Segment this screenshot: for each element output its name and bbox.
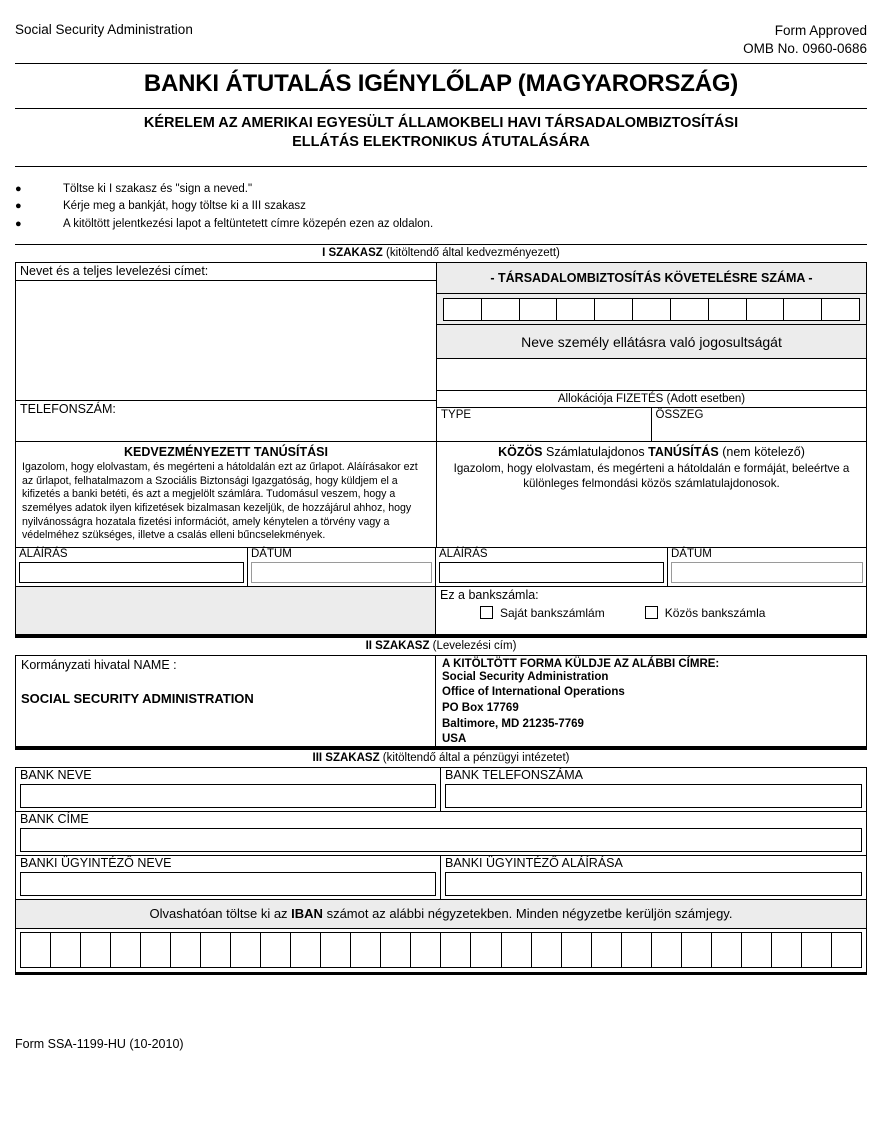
joint-cert-heading-n2: (nem kötelező) [718, 445, 805, 460]
iban-cell[interactable] [562, 933, 592, 967]
mailing-line: Social Security Administration [442, 670, 609, 683]
bank-officer-name-label: BANKI ÜGYINTÉZŐ NEVE [20, 855, 172, 870]
iban-cell[interactable] [682, 933, 712, 967]
beneficiary-date-cell [248, 548, 436, 586]
ssn-input-row [437, 294, 866, 325]
account-type-spacer [16, 587, 436, 634]
joint-cert-heading-b1: KÖZÖS [498, 445, 543, 460]
list-item [15, 198, 867, 216]
iban-cell[interactable] [592, 933, 622, 967]
bank-officer-name-cell [16, 856, 441, 899]
ssn-cell[interactable] [557, 299, 595, 320]
section-2-banner [15, 637, 867, 656]
beneficiary-signature-input[interactable] [19, 562, 244, 583]
iban-cell[interactable] [622, 933, 652, 967]
iban-cell[interactable] [321, 933, 351, 967]
joint-date-input[interactable] [671, 562, 863, 583]
bank-officer-signature-label: BANKI ÜGYINTÉZŐ ALÁÍRÁSA [445, 855, 623, 870]
bank-officer-signature-input[interactable] [445, 872, 862, 896]
list-item [15, 216, 867, 234]
eligibility-label: Neve személy ellátásra való jogosultságát [437, 325, 866, 359]
bank-phone-label: BANK TELEFONSZÁMA [445, 767, 583, 782]
iban-cell[interactable] [502, 933, 532, 967]
section-1-right-column [436, 263, 866, 441]
iban-cell[interactable] [201, 933, 231, 967]
joint-date-cell [668, 548, 866, 586]
iban-cell[interactable] [772, 933, 802, 967]
subtitle-line-2: ELLÁTÁS ELEKTRONIKUS ÁTUTALÁSÁRA [292, 133, 590, 150]
ssn-cell[interactable] [633, 299, 671, 320]
instructions-list [15, 167, 867, 244]
gov-office-name: SOCIAL SECURITY ADMINISTRATION [21, 690, 254, 706]
iban-cell[interactable] [141, 933, 171, 967]
section-1-banner [15, 244, 867, 263]
mailing-address-cell [436, 656, 866, 746]
list-item [15, 181, 867, 199]
section-2-grid [15, 656, 867, 749]
allocation-row [437, 408, 866, 441]
page-header [15, 0, 867, 58]
bank-officer-name-input[interactable] [20, 872, 436, 896]
iban-cell[interactable] [832, 933, 861, 967]
ssn-cells[interactable] [443, 298, 860, 321]
section-2-sublabel: (Levelezési cím) [429, 639, 517, 652]
bank-name-input[interactable] [20, 784, 436, 808]
agency-name: Social Security Administration [15, 22, 193, 37]
name-address-label-cell [16, 263, 436, 281]
iban-cell[interactable] [51, 933, 81, 967]
mailing-heading: A KITÖLTÖTT FORMA KÜLDJE AZ ALÁBBI CÍMRE: [442, 657, 720, 670]
allocation-title: Allokációja FIZETÉS (Adott esetben) [437, 391, 866, 408]
omb-block [743, 22, 867, 58]
iban-cell[interactable] [291, 933, 321, 967]
beneficiary-cert-body: Igazolom, hogy elolvastam, és megérteni a hátoldalán ezt az űrlapot. Aláírásakor ezt az űrlapot, felhatalmazom a Szociális Biztonsági Igazgatóság, hogy küldjem el a kifizetés a banki betéti, és azt a megjelölt számlára. Tudomásul veszem, hogy a személyes adatok ilyen kifizetések bizalmasan kezeljük, de hozzájárul ahhoz, hogy nyilvánosságra hozatala fizetési információt, amely kénytelen a törvény vagy a védelméhez szükséges, illetve a csalás elleni bűncselekmények. [22, 461, 418, 542]
instruction-text: A kitöltött jelentkezési lapot a feltüntetett címre közepén ezen az oldalon. [63, 218, 434, 231]
signature-row [15, 547, 867, 587]
iban-input-area [15, 929, 867, 975]
allocation-amount-label: ÖSSZEG [655, 409, 704, 422]
joint-account-label: Közös bankszámla [664, 605, 766, 620]
iban-cell[interactable] [171, 933, 201, 967]
name-address-input[interactable] [16, 281, 436, 401]
mailing-line: PO Box 17769 [442, 702, 519, 714]
mailing-line: USA [442, 733, 467, 746]
iban-note-pre: Olvashatóan töltse ki az [149, 905, 292, 921]
ssn-cell[interactable] [595, 299, 633, 320]
bank-address-label: BANK CÍME [20, 811, 89, 826]
iban-instruction [15, 900, 867, 929]
account-type-choices [436, 587, 866, 634]
iban-note-post: számot az alábbi négyzetekben. Minden négyzetbe kerüljön számjegy. [322, 905, 733, 921]
ssn-cell[interactable] [747, 299, 785, 320]
ssn-cell[interactable] [520, 299, 558, 320]
ssn-cell[interactable] [784, 299, 822, 320]
phone-label-cell [16, 401, 436, 432]
gov-office-cell [16, 656, 436, 746]
section-1-sublabel: (kitöltendő által kedvezményezett) [382, 247, 560, 260]
joint-cert-heading-b2: TANÚSÍTÁS [648, 445, 719, 460]
section-1-grid [15, 263, 867, 441]
bank-officer-row [15, 856, 867, 900]
bullet-icon: ● [15, 200, 22, 213]
beneficiary-cert-heading: KEDVEZMÉNYEZETT TANÚSÍTÁSI [124, 445, 328, 460]
ssn-cell[interactable] [482, 299, 520, 320]
beneficiary-date-input[interactable] [251, 562, 432, 583]
bullet-icon: ● [15, 218, 22, 231]
own-account-label: Saját bankszámlám [500, 605, 605, 620]
eligibility-input[interactable] [437, 359, 866, 391]
iban-cell[interactable] [712, 933, 742, 967]
bank-name-phone-row [15, 768, 867, 812]
joint-cert-body: Igazolom, hogy elolvastam, és megérteni a hátoldalán e formáját, beleértve a különleges felmondási közös számlatulajdonosok. [453, 462, 850, 491]
instruction-text: Kérje meg a bankját, hogy töltse ki a III szakasz [63, 200, 306, 213]
own-account-option[interactable] [480, 606, 605, 620]
iban-cell[interactable] [802, 933, 832, 967]
beneficiary-signature-cell [16, 548, 248, 586]
allocation-amount-cell[interactable] [652, 408, 867, 441]
joint-certification [436, 442, 866, 547]
joint-cert-heading-n1: Számlatulajdonos [542, 445, 649, 460]
mailing-line: Baltimore, MD 21235-7769 [442, 717, 584, 730]
checkbox-own-account[interactable] [480, 606, 493, 619]
form-approved-text: Form Approved [774, 23, 867, 38]
allocation-type-cell[interactable] [437, 408, 652, 441]
page-subtitle [15, 109, 867, 161]
checkbox-joint-account[interactable] [645, 606, 658, 619]
account-question: Ez a bankszámla: [440, 587, 539, 602]
form-footer: Form SSA-1199-HU (10-2010) [15, 1036, 184, 1051]
joint-signature-input[interactable] [439, 562, 664, 583]
bank-address-row [15, 812, 867, 856]
section-3-label: III SZAKASZ [312, 751, 380, 764]
joint-signature-cell [436, 548, 668, 586]
section-3-banner [15, 749, 867, 768]
instruction-text: Töltse ki I szakasz és "sign a neved." [63, 182, 253, 195]
bank-phone-input[interactable] [445, 784, 862, 808]
bank-name-label: BANK NEVE [20, 767, 92, 782]
ssn-cell[interactable] [709, 299, 747, 320]
bullet-icon: ● [15, 182, 22, 195]
ssn-title: - TÁRSADALOMBIZTOSÍTÁS KÖVETELÉSRE SZÁMA - [437, 263, 866, 294]
bank-officer-signature-cell [441, 856, 866, 899]
section-3-sublabel: (kitöltendő által a pénzügyi intézetet) [379, 751, 570, 764]
phone-label: TELEFONSZÁM: [20, 402, 116, 417]
beneficiary-signature-label: ALÁÍRÁS [19, 547, 68, 560]
gov-office-label: Kormányzati hivatal NAME : [21, 657, 177, 672]
ssn-cell[interactable] [671, 299, 709, 320]
joint-account-option[interactable] [645, 606, 766, 620]
certification-row [15, 441, 867, 547]
omb-number: OMB No. 0960-0686 [743, 40, 867, 56]
iban-cell[interactable] [21, 933, 51, 967]
iban-cell[interactable] [351, 933, 381, 967]
iban-note-bold: IBAN [291, 905, 323, 921]
joint-date-label: DÁTUM [671, 547, 712, 560]
iban-cell[interactable] [411, 933, 441, 967]
section-1-left-column [16, 263, 436, 441]
beneficiary-certification [16, 442, 436, 547]
section-1-label: I SZAKASZ [322, 247, 383, 260]
iban-cells[interactable] [20, 932, 862, 968]
beneficiary-date-label: DÁTUM [251, 547, 292, 560]
allocation-type-label: TYPE [441, 409, 472, 422]
iban-cell[interactable] [532, 933, 562, 967]
iban-cell[interactable] [471, 933, 501, 967]
ssn-cell[interactable] [444, 299, 482, 320]
iban-cell[interactable] [231, 933, 261, 967]
page-title: BANKI ÁTUTALÁS IGÉNYLŐLAP (MAGYARORSZÁG) [143, 69, 739, 97]
subtitle-line-1: KÉRELEM AZ AMERIKAI EGYESÜLT ÁLLAMOKBELI HAVI TÁRSADALOMBIZTOSÍTÁSI [143, 114, 739, 131]
iban-cell[interactable] [652, 933, 682, 967]
bank-phone-cell [441, 768, 866, 811]
name-address-label: Nevet és a teljes levelezési címet: [20, 264, 209, 279]
joint-cert-heading [445, 445, 858, 461]
account-checkbox-group [440, 602, 866, 620]
iban-cell[interactable] [261, 933, 291, 967]
bank-address-input[interactable] [20, 828, 862, 852]
mailing-line: Office of International Operations [442, 686, 625, 699]
iban-cell[interactable] [742, 933, 772, 967]
iban-cell[interactable] [441, 933, 471, 967]
bank-name-cell [16, 768, 441, 811]
iban-cell[interactable] [81, 933, 111, 967]
account-type-row [15, 587, 867, 637]
joint-signature-label: ALÁÍRÁS [439, 547, 488, 560]
iban-cell[interactable] [111, 933, 141, 967]
bank-address-cell [16, 812, 866, 855]
iban-cell[interactable] [381, 933, 411, 967]
ssn-cell[interactable] [822, 299, 859, 320]
section-2-label: II SZAKASZ [365, 639, 430, 652]
